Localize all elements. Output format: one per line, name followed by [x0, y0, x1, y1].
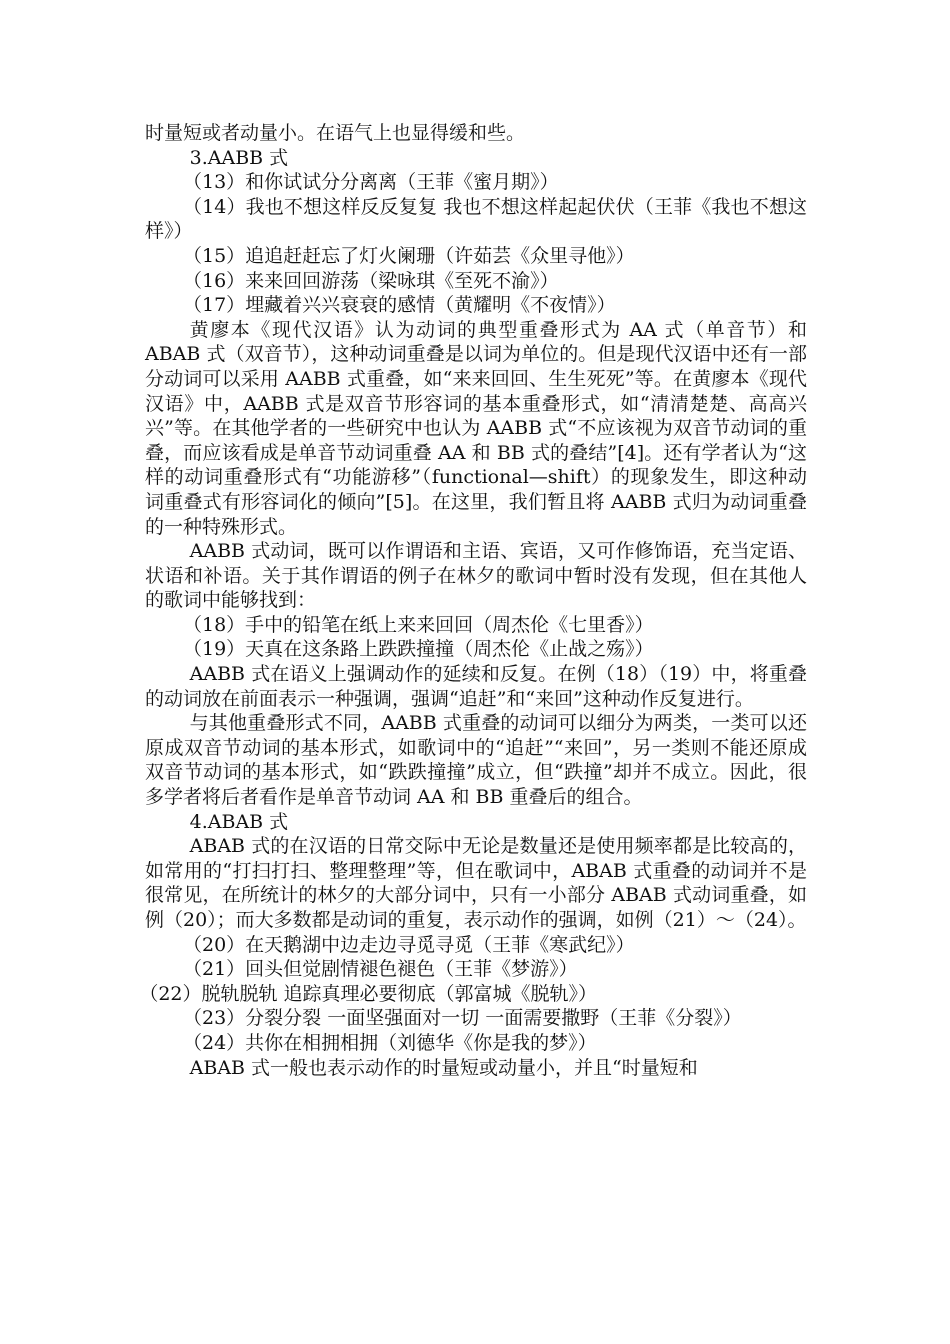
paragraph-continuation: 时量短或者动量小。在语气上也显得缓和些。: [145, 122, 526, 144]
example-18: （18）手中的铅笔在纸上来来回回（周杰伦《七里香》）: [183, 613, 654, 636]
paragraph-abab-meaning: ABAB 式一般也表示动作的时量短或动量小，并且“时量短和: [189, 1056, 698, 1079]
example-19: （19）天真在这条路上跌跌撞撞（周杰伦《止战之殇》）: [183, 638, 654, 661]
example-13: （13）和你试试分分离离（王菲《蜜月期》）: [183, 171, 559, 194]
example-17: （17）埋藏着兴兴衰衰的感情（黄耀明《不夜情》）: [183, 294, 616, 317]
example-16: （16）来来回回游荡（梁咏琪《至死不渝》）: [183, 269, 559, 292]
paragraph-aabb-types: 与其他重叠形式不同，AABB 式重叠的动词可以细分为两类，一类可以还原成双音节动词的基本形式，如歌词中的“追赶”“来回”，另一类则不能还原成双音节动词的基本形式，如“跌跌撞撞”成立，但“跌撞”却并不成立。因此，很多学者将后者看作是单音节动词 AA 和 BB 重叠后的组合。: [145, 712, 807, 809]
example-21: （21）回头但觉剧情褪色褪色（王菲《梦游》）: [183, 958, 578, 981]
example-20: （20）在天鹅湖中边走边寻觅寻觅（王菲《寒武纪》）: [183, 933, 635, 956]
example-22: （22）脱轨脱轨 追踪真理必要彻底（郭富城《脱轨》）: [139, 982, 598, 1005]
paragraph-aabb-semantics: AABB 式在语义上强调动作的延续和反复。在例（18）（19）中，将重叠的动词放在前面表示一种强调，强调“追赶”和“来回”这种动作反复进行。: [145, 663, 807, 710]
example-15: （15）追追赶赶忘了灯火阑珊（许茹芸《众里寻他》）: [183, 244, 635, 267]
paragraph-aabb-function: AABB 式动词，既可以作谓语和主语、宾语，又可作修饰语，充当定语、状语和补语。关于其作谓语的例子在林夕的歌词中暂时没有发现，但在其他人的歌词中能够找到：: [145, 540, 807, 612]
paragraph-aabb-definition: 黄廖本《现代汉语》认为动词的典型重叠形式为 AA 式（单音节）和 ABAB 式（双音节），这种动词重叠是以词为单位的。但是现代汉语中还有一部分动词可以采用 AABB 式重叠，如“来来回回、生生死死”等。在黄廖本《现代汉语》中，AABB 式是双音节形容词的基本重叠形式，如“清清楚楚、高高兴兴”等。在其他学者的一些研究中也认为 AABB 式“不应该视为双音节动词的重叠，而应该看成是单音节动词重叠 AA 和 BB 式的叠结”[4]。还有学者认为“这样的动词重叠形式有“功能游移”（functional—shift）的现象发生，即这种动词重叠式有形容词化的倾向”[5]。在这里，我们暂且将 AABB 式归为动词重叠的一种特殊形式。: [145, 318, 807, 538]
example-23: （23）分裂分裂 一面坚强面对一切 一面需要撒野（王菲《分裂》）: [183, 1007, 742, 1030]
example-14: （14）我也不想这样反反复复 我也不想这样起起伏伏（王菲《我也不想这样》）: [145, 195, 807, 243]
section-heading-abab: 4.ABAB 式: [189, 810, 289, 833]
document-body: [139, 121, 807, 1080]
example-24: （24）共你在相拥相拥（刘德华《你是我的梦》）: [183, 1031, 597, 1054]
paragraph-abab-usage: ABAB 式的在汉语的日常交际中无论是数量还是使用频率都是比较高的，如常用的“打扫打扫、整理整理”等，但在歌词中，ABAB 式重叠的动词并不是很常见，在所统计的林夕的大部分词中，只有一小部分 ABAB 式动词重叠，如例（20）；而大多数都是动词的重复，表示动作的强调，如例（21）～（24）。: [145, 835, 807, 931]
section-heading-aabb: 3.AABB 式: [189, 146, 289, 169]
